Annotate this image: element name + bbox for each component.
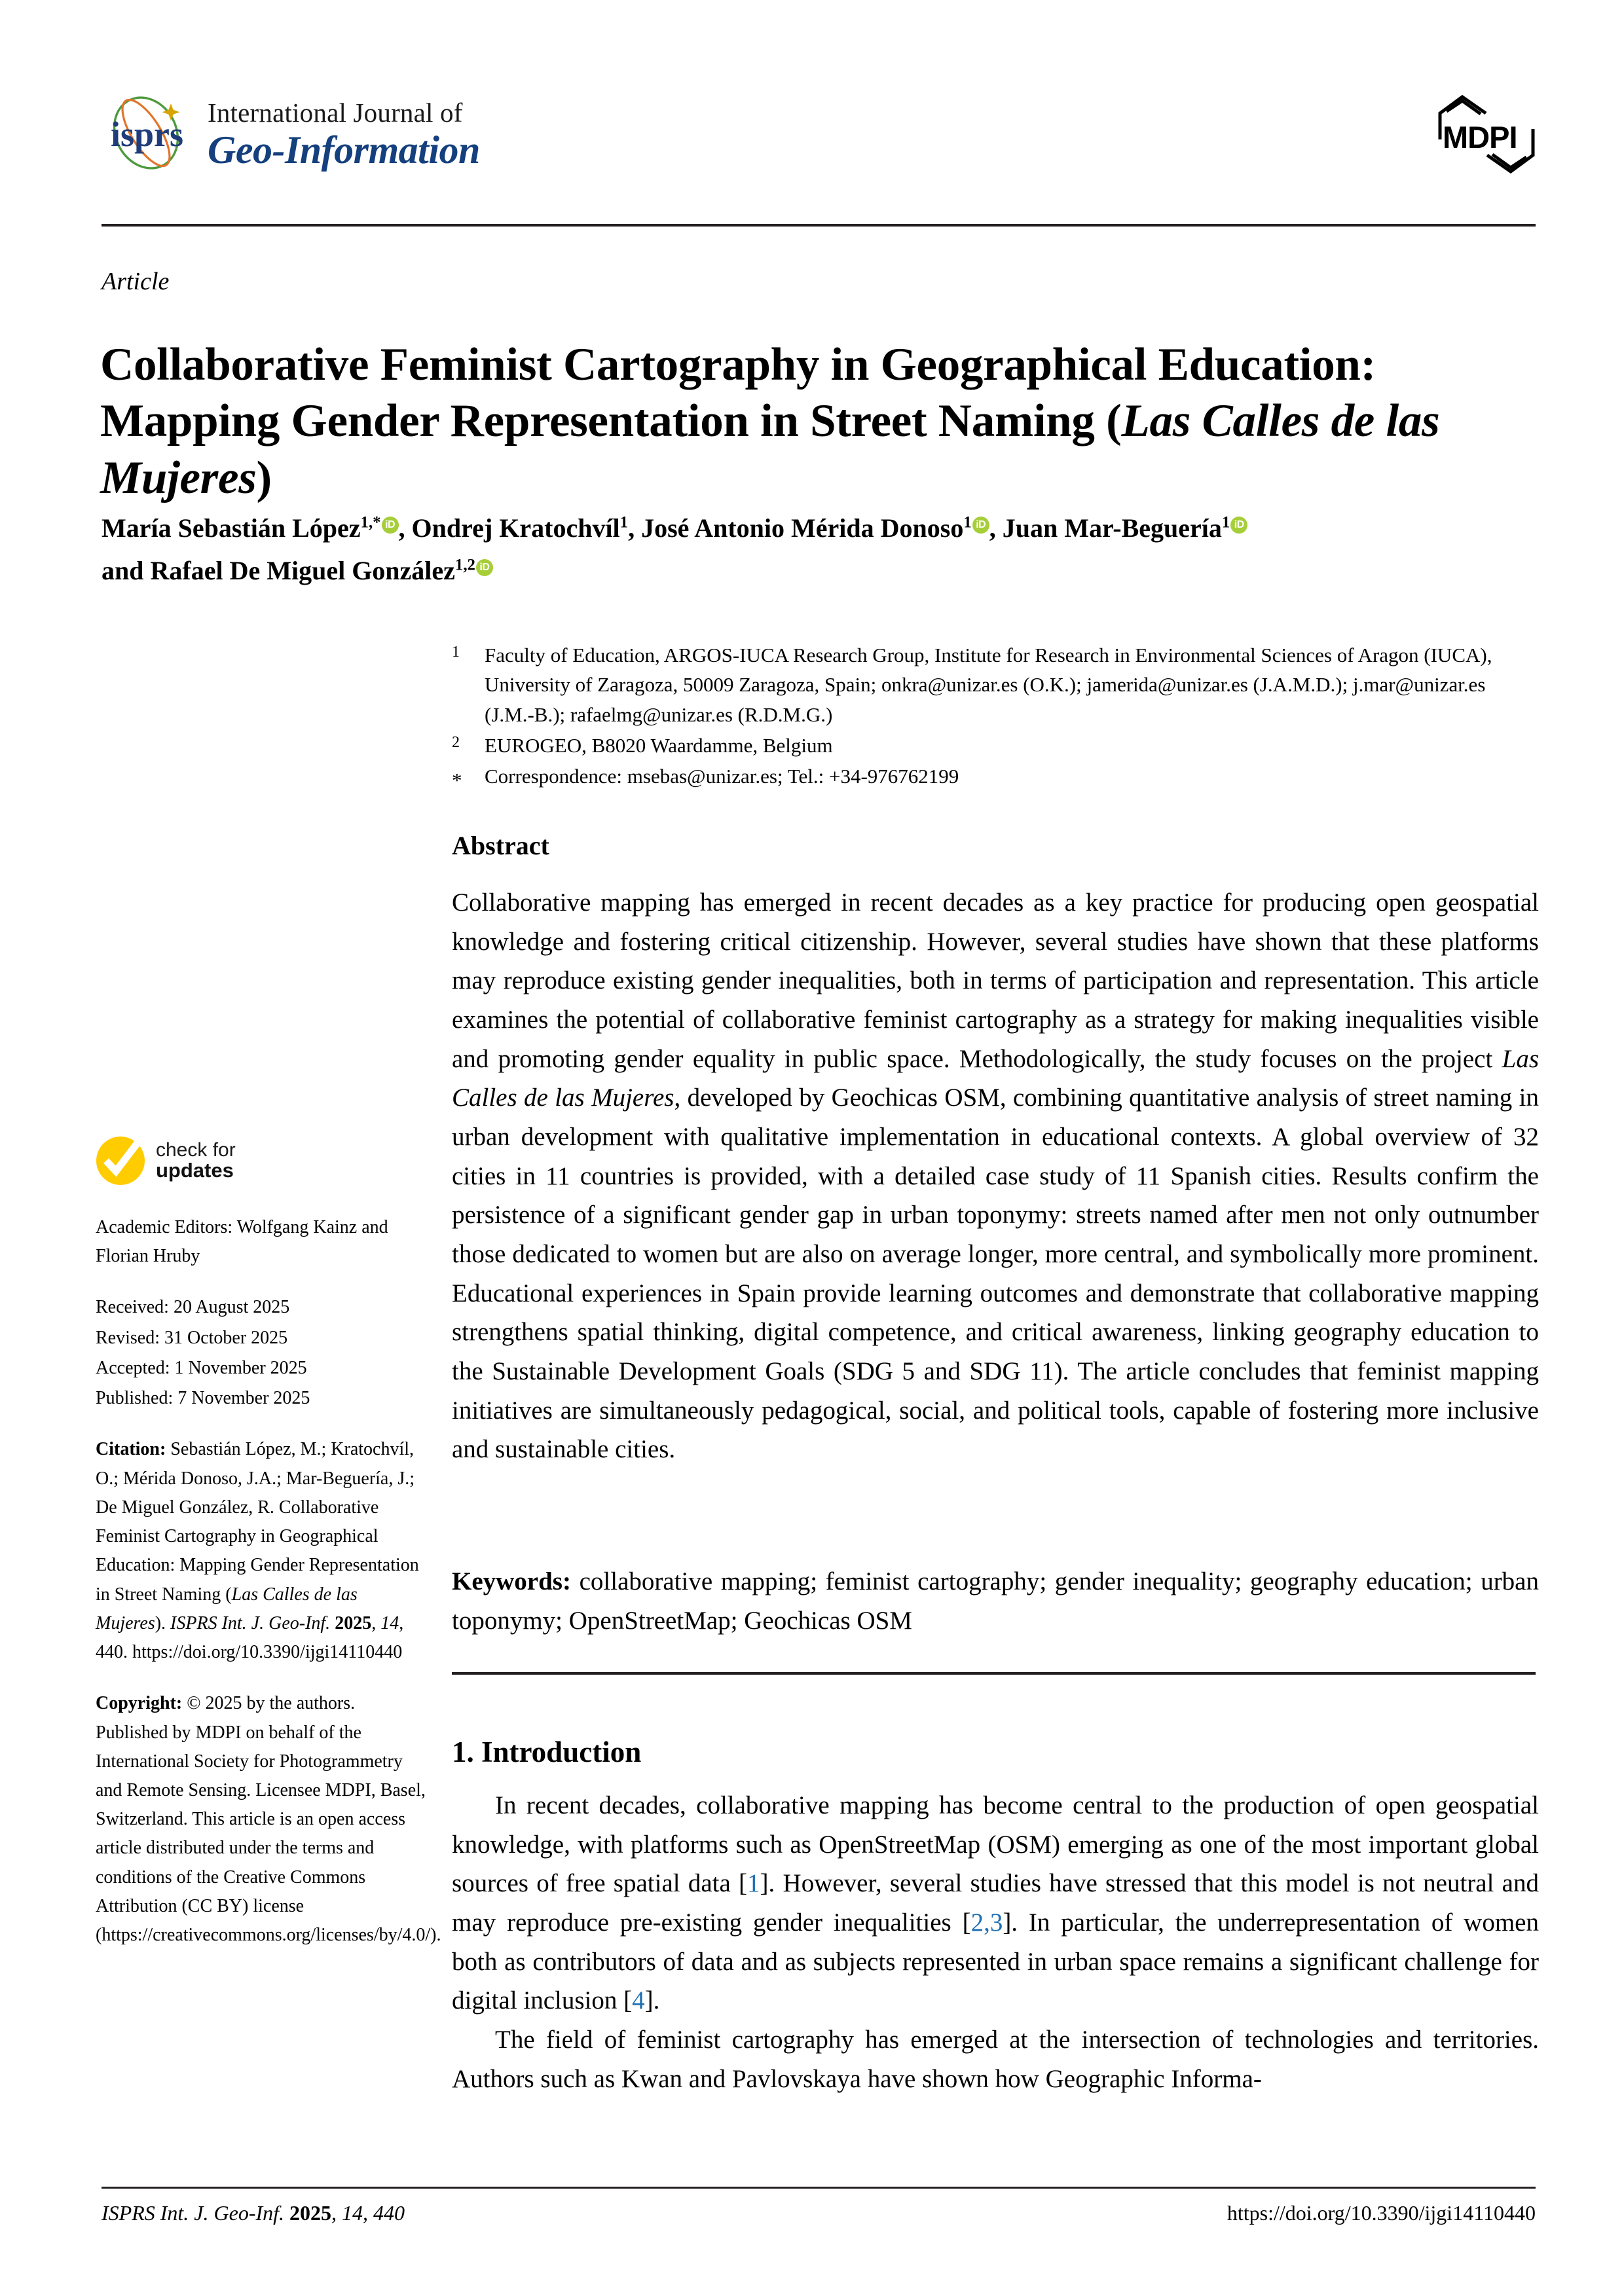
correspondence-marker: * xyxy=(452,769,462,792)
journal-title-line1: International Journal of xyxy=(208,97,463,128)
received-date: Received: 20 August 2025 xyxy=(96,1297,290,1318)
check-for-updates-badge[interactable] xyxy=(96,1136,426,1186)
intro-p1-b: ]. However, several studies have stressed that this model is not neutral and may reproduce pre-existing gender inequalities [ xyxy=(452,1869,1539,1937)
check-updates-line2: updates xyxy=(156,1159,234,1182)
author-5-affil: 1,2 xyxy=(454,556,475,574)
article-type-label: Article xyxy=(101,268,170,295)
abstract-text xyxy=(452,883,1539,1469)
affiliation-row xyxy=(452,640,1536,729)
affiliation-row xyxy=(452,731,1536,760)
title-part1: Collaborative Feminist Cartography in Geographical Education: Mapping Gender Representation in Street Naming ( xyxy=(100,338,1376,447)
mdpi-logo-icon xyxy=(1437,92,1536,177)
copyright-block xyxy=(96,1689,441,1950)
check-updates-line1: check for xyxy=(156,1139,236,1161)
keywords-text: collaborative mapping; feminist cartography; gender inequality; geography education; urban toponymy; OpenStreetMap; Geochicas OSM xyxy=(452,1567,1539,1635)
citation-block xyxy=(96,1435,426,1667)
page-footer xyxy=(101,2201,1536,2225)
citation-text xyxy=(96,1435,426,1667)
affiliation-text: EUROGEO, B8020 Waardamme, Belgium xyxy=(485,733,833,757)
abstract-italic: Las Calles de las Mujeres xyxy=(452,1044,1539,1112)
copyright-label: Copyright: xyxy=(96,1693,183,1714)
accepted-date: Accepted: 1 November 2025 xyxy=(96,1357,307,1378)
citation-pages: , 440. xyxy=(96,1613,404,1663)
academic-editors-text: Academic Editors: Wolfgang Kainz and Florian Hruby xyxy=(96,1217,388,1267)
author-3: , José Antonio Mérida Donoso xyxy=(628,513,964,543)
copyright-body: © 2025 by the authors. Published by MDPI on behalf of the International Society for Photogrammetry and Remote Sensing. Licensee MDPI, Basel, Switzerland. This article is an open access article distributed under the terms and conditions of the Creative Commons Attribution (CC BY) license (https://creativecommons.org/licenses/by/4.0/). xyxy=(96,1693,441,1946)
citation-volume: , 14 xyxy=(371,1613,399,1633)
check-circle-icon xyxy=(96,1136,145,1186)
author-1: María Sebastián López xyxy=(101,513,361,543)
check-for-updates-text xyxy=(156,1140,236,1182)
citation-ref-3[interactable]: 4 xyxy=(632,1986,645,2015)
abstract-heading: Abstract xyxy=(452,831,549,860)
academic-editors-block xyxy=(96,1213,426,1271)
journal-brand xyxy=(101,92,480,176)
author-3-affil: 1 xyxy=(963,513,972,532)
intro-p1-a: In recent decades, collaborative mapping has become central to the production of open geospatial knowledge, with platforms such as OpenStreetMap (OSM) emerging as one of the most important global sources of free spatial data [ xyxy=(452,1791,1539,1898)
section-heading-introduction: 1. Introduction xyxy=(452,1736,642,1768)
title-part2: ) xyxy=(256,452,272,503)
author-4-affil: 1 xyxy=(1221,513,1230,532)
abstract-section xyxy=(452,830,1539,1469)
revised-date: Revised: 31 October 2025 xyxy=(96,1327,288,1348)
footer-year: 2025 xyxy=(284,2201,332,2225)
intro-p1-d: ]. xyxy=(644,1986,660,2015)
affiliation-marker: 2 xyxy=(452,733,460,751)
intro-paragraph-1 xyxy=(452,1786,1539,2020)
author-1-affil: 1,* xyxy=(360,513,381,532)
abstract-part2: , developed by Geochicas OSM, combining quantitative analysis of street naming in urban development with qualitative implementation in educational contexts. A global overview of 32 cities in 11 countries is provided, with a detailed case study of 11 Spanish cities. Results confirm the persistence of a significant gender gap in urban toponymy: streets named after men not only outnumber those dedicated to women but are also on average longer, more central, and symbolically more prominent. Educational experiences in Spain provide learning outcomes and demonstrate that collaborative mapping strengthens spatial thinking, digital competence, and critical awareness, linking geography education to the Sustainable Development Goals (SDG 5 and SDG 11). The article concludes that feminist mapping initiatives are simultaneously pedagogical, social, and political tools, capable of fostering more inclusive and sustainable cities. xyxy=(452,1084,1540,1464)
orcid-icon[interactable]: iD xyxy=(1230,517,1247,534)
author-4: , Juan Mar-Beguería xyxy=(989,513,1222,543)
orcid-icon[interactable]: iD xyxy=(382,517,399,534)
publication-dates-block xyxy=(96,1293,426,1413)
footer-divider xyxy=(101,2187,1536,2189)
keywords-label: Keywords: xyxy=(452,1567,571,1595)
published-date: Published: 7 November 2025 xyxy=(96,1388,310,1409)
page-title xyxy=(100,337,1541,507)
citation-label: Citation: xyxy=(96,1439,166,1460)
citation-mid: ). xyxy=(155,1613,171,1633)
author-list xyxy=(101,507,1542,592)
footer-volume-page: , 14, 440 xyxy=(331,2201,405,2225)
citation-ref-1[interactable]: 1 xyxy=(747,1869,760,1898)
introduction-body xyxy=(452,1786,1539,2098)
citation-italic-project: Las Calles de las Mujeres xyxy=(96,1584,358,1633)
author-2: , Ondrej Kratochvíl xyxy=(398,513,620,543)
author-5: and Rafael De Miguel González xyxy=(101,555,455,585)
author-2-affil: 1 xyxy=(619,513,629,532)
citation-authors-title: Sebastián López, M.; Kratochvíl, O.; Mérida Donoso, J.A.; Mar-Beguería, J.; De Miguel González, R. Collaborative Feminist Cartography in Geographical Education: Mapping Gender Representation in Street Naming ( xyxy=(96,1439,419,1605)
orcid-icon[interactable]: iD xyxy=(972,517,989,534)
affiliation-list xyxy=(452,640,1536,796)
citation-ref-2[interactable]: 2,3 xyxy=(970,1908,1003,1937)
header-divider xyxy=(101,224,1536,227)
correspondence-text: Correspondence: msebas@unizar.es; Tel.: +34-976762199 xyxy=(485,765,959,788)
keywords-section xyxy=(452,1562,1539,1640)
footer-doi-link[interactable]: https://doi.org/10.3390/ijgi14110440 xyxy=(1227,2201,1536,2225)
intro-paragraph-2: The field of feminist cartography has emerged at the intersection of technologies and territories. Authors such as Kwan and Pavlovskaya have shown how Geographic Informa- xyxy=(452,2025,1539,2093)
copyright-text xyxy=(96,1689,441,1950)
title-italic: Las Calles de las Mujeres xyxy=(100,395,1440,503)
masthead xyxy=(101,85,1536,183)
sidebar xyxy=(96,1136,441,1972)
journal-title-line2: Geo-Information xyxy=(208,128,480,172)
svg-text:MDPI: MDPI xyxy=(1443,120,1517,155)
section-divider xyxy=(452,1672,1536,1675)
journal-title-block xyxy=(208,97,480,172)
affiliation-text: Faculty of Education, ARGOS-IUCA Research Group, Institute for Research in Environmental Sciences of Aragon (IUCA), University of Zaragoza, 50009 Zaragoza, Spain; onkra@unizar.es (O.K.); jamerida@unizar.es (J.A.M.D.); j.mar@unizar.es (J.M.-B.); rafaelmg@unizar.es (R.D.M.G.) xyxy=(485,644,1492,726)
citation-journal: ISPRS Int. J. Geo-Inf. xyxy=(170,1613,331,1633)
svg-text:isprs: isprs xyxy=(111,115,184,154)
orcid-icon[interactable]: iD xyxy=(476,559,493,576)
citation-year: 2025 xyxy=(330,1613,372,1633)
citation-doi-link[interactable]: https://doi.org/10.3390/ijgi14110440 xyxy=(132,1642,403,1663)
intro-p1-c: ]. In particular, the underrepresentation of women both as contributors of data and as subjects represented in urban space remains a significant challenge for digital inclusion [ xyxy=(452,1908,1539,2015)
footer-citation xyxy=(101,2201,405,2225)
affiliation-row xyxy=(452,761,1536,795)
footer-journal: ISPRS Int. J. Geo-Inf. xyxy=(101,2201,285,2225)
isprs-logo-icon xyxy=(101,92,193,176)
abstract-part1: Collaborative mapping has emerged in recent decades as a key practice for producing open geospatial knowledge and fostering critical citizenship. However, several studies have shown that these platforms may reproduce existing gender inequalities, both in terms of participation and representation. This article examines the potential of collaborative feminist cartography as a strategy for making inequalities visible and promoting gender equality in public space. Methodologically, the study focuses on the project xyxy=(452,888,1539,1073)
affiliation-marker: 1 xyxy=(452,644,460,661)
